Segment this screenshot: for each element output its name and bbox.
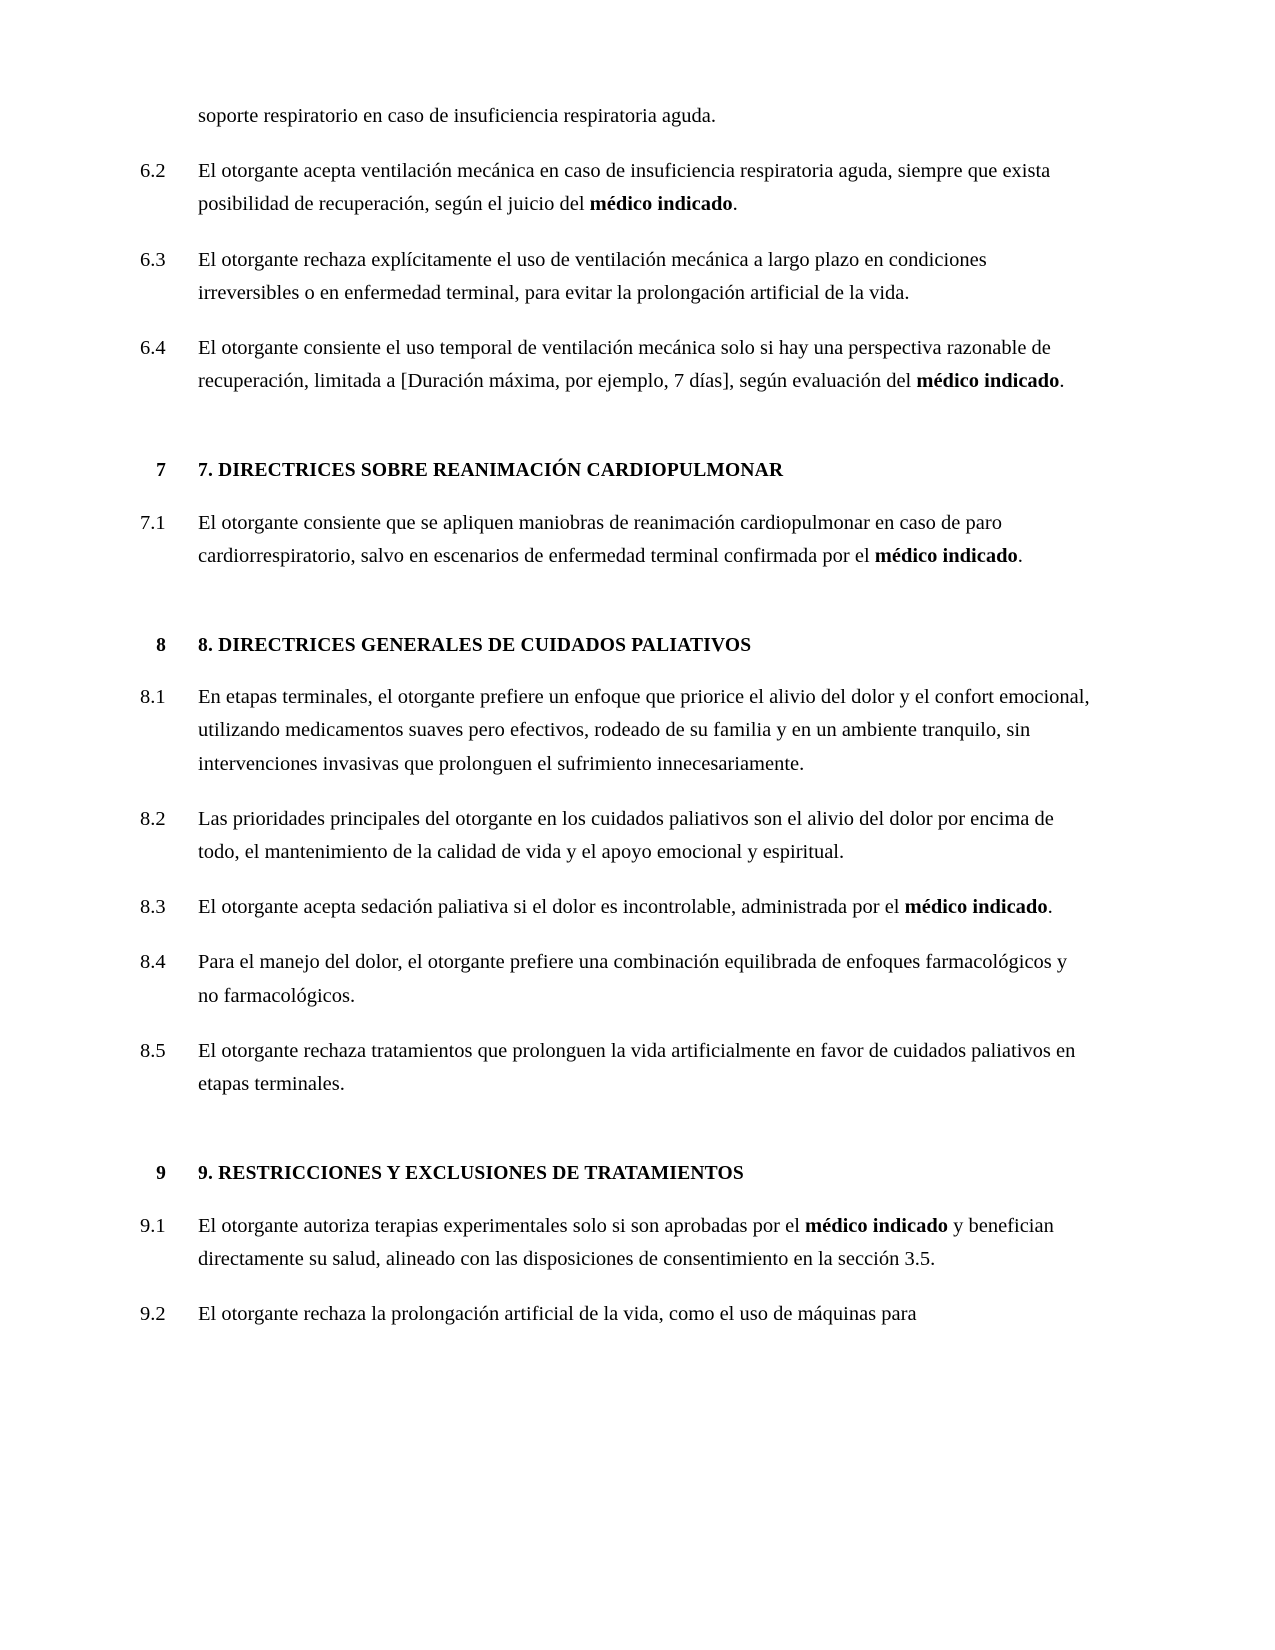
numbered-clause: [140, 507, 1090, 573]
clause-number: 9.1: [140, 1214, 166, 1237]
clause-text: [198, 1298, 1090, 1331]
clause-text: [198, 155, 1090, 221]
section-heading-number: 8: [156, 635, 166, 657]
clause-text-emphasis: médico indicado: [916, 370, 1060, 393]
clause-text-run: El otorgante consiente que se apliquen maniobras de reanimación cardiopulmonar en caso de paro cardiorrespiratorio, salvo en escenarios de enfermedad terminal confirmada por el: [198, 511, 1002, 567]
clause-text: [198, 1210, 1090, 1276]
clause-text: [198, 803, 1090, 869]
numbered-clause: [140, 332, 1090, 398]
numbered-clause: [140, 244, 1090, 310]
numbered-clause: [140, 155, 1090, 221]
clause-text-run: y benefician directamente su salud, alineado con las disposiciones de consentimiento en la sección 3.5.: [198, 1214, 1054, 1270]
section-heading-row: [140, 1159, 1090, 1189]
clause-text-emphasis: médico indicado: [589, 193, 733, 216]
clause-text-run: .: [1047, 896, 1053, 919]
clause-number: 8.5: [140, 1039, 166, 1062]
numbered-clause: [140, 1210, 1090, 1276]
section-heading-title: 9. RESTRICCIONES Y EXCLUSIONES DE TRATAMIENTOS: [198, 1163, 744, 1185]
clause-text-run: Las prioridades principales del otorgante en los cuidados paliativos son el alivio del dolor por encima de todo, el mantenimiento de la calidad de vida y el apoyo emocional y espiritual.: [198, 807, 1054, 864]
clause-text: [198, 946, 1090, 1012]
clause-number: 7.1: [140, 511, 166, 534]
clause-number: 6.4: [140, 337, 166, 360]
clause-text: [198, 332, 1090, 398]
clause-number: 8.2: [140, 807, 166, 830]
clause-text-run: El otorgante rechaza explícitamente el uso de ventilación mecánica a largo plazo en condiciones irreversibles o en enfermedad terminal, para evitar la prolongación artificial de la vida.: [198, 248, 987, 304]
clause-text-run: El otorgante rechaza tratamientos que prolonguen la vida artificialmente en favor de cuidados paliativos en etapas terminales.: [198, 1039, 1076, 1096]
section-heading-number: 9: [156, 1163, 166, 1185]
section-heading-title: 8. DIRECTRICES GENERALES DE CUIDADOS PALIATIVOS: [198, 635, 752, 657]
clause-text-emphasis: médico indicado: [904, 896, 1048, 919]
clause-number: 8.4: [140, 951, 166, 974]
numbered-clause: [140, 803, 1090, 869]
clause-text: [198, 244, 1090, 310]
clause-number: 6.2: [140, 160, 166, 183]
clause-number: 8.1: [140, 686, 166, 709]
section-heading-title: 7. DIRECTRICES SOBRE REANIMACIÓN CARDIOPULMONAR: [198, 460, 784, 482]
clause-text: [198, 891, 1090, 924]
clause-text-run: .: [1059, 370, 1065, 393]
clause-text-run: El otorgante rechaza la prolongación artificial de la vida, como el uso de máquinas para: [198, 1302, 917, 1325]
clause-text-run: El otorgante acepta sedación paliativa si el dolor es incontrolable, administrada por el: [198, 896, 905, 919]
clause-text-run: Para el manejo del dolor, el otorgante prefiere una combinación equilibrada de enfoques farmacológicos y no farmacológicos.: [198, 951, 1068, 1007]
clause-text: [198, 507, 1090, 573]
numbered-clause: [140, 891, 1090, 924]
section-heading: [140, 631, 1090, 661]
section-heading-row: [140, 631, 1090, 661]
clause-text-emphasis: médico indicado: [805, 1214, 948, 1237]
clause-number: 6.3: [140, 248, 166, 271]
clause-text-run: El otorgante consiente el uso temporal de ventilación mecánica solo si hay una perspectiva razonable de recuperación, limitada a [Duración máxima, por ejemplo, 7 días], según evaluación del: [198, 337, 1051, 393]
section-heading: [140, 1159, 1090, 1189]
content-blocks: [140, 155, 1090, 1331]
clause-number: 9.2: [140, 1302, 166, 1325]
numbered-clause: [140, 946, 1090, 1012]
numbered-clause: [140, 1035, 1090, 1101]
clause-text-run: En etapas terminales, el otorgante prefiere un enfoque que priorice el alivio del dolor y el confort emocional, utilizando medicamentos suaves pero efectivos, rodeado de su familia y en un ambiente tranquilo, sin intervenciones invasivas que prolonguen el sufrimiento innecesariamente.: [198, 686, 1090, 775]
clause-text-emphasis: médico indicado: [874, 544, 1018, 567]
clause-text-run: El otorgante acepta ventilación mecánica en caso de insuficiencia respiratoria aguda, siempre que exista posibilidad de recuperación, según el juicio del: [198, 160, 1051, 216]
continuation-paragraph: soporte respiratorio en caso de insuficiencia respiratoria aguda.: [198, 105, 716, 127]
clause-text: [198, 681, 1090, 781]
clause-text-run: .: [732, 193, 738, 216]
section-heading: [140, 456, 1090, 486]
clause-number: 8.3: [140, 896, 166, 919]
clause-text-run: .: [1017, 544, 1023, 567]
numbered-clause: [140, 681, 1090, 781]
clause-text-run: El otorgante autoriza terapias experimentales solo si son aprobadas por el: [198, 1214, 806, 1237]
section-heading-number: 7: [156, 460, 166, 482]
document-body: [140, 100, 1090, 1331]
clause-text: [198, 1035, 1090, 1101]
section-heading-row: [140, 456, 1090, 486]
numbered-clause: [140, 1298, 1090, 1331]
